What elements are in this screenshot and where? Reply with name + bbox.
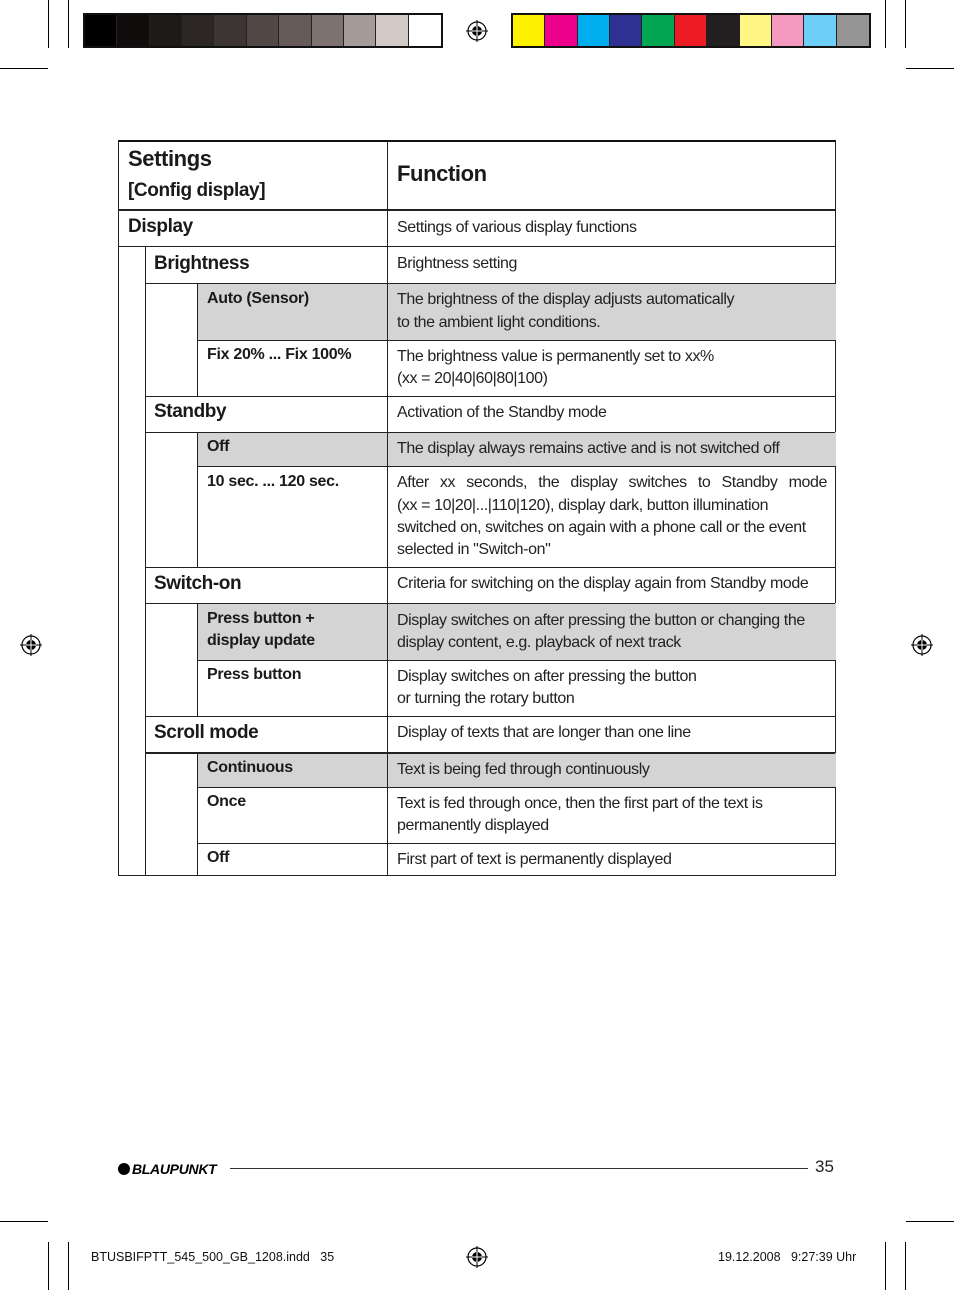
setting-standby-off: Off (207, 438, 230, 455)
function-standby-off: The display always remains active and is not switched off (397, 440, 780, 457)
function-press-button-line2: or turning the rotary button (397, 690, 575, 707)
registration-mark-icon (20, 634, 42, 656)
row-rule (119, 246, 835, 247)
crop-mark (885, 0, 886, 48)
color-swatch (837, 15, 869, 46)
crop-mark (885, 1242, 886, 1290)
row-rule (197, 843, 835, 844)
registration-mark-icon (466, 20, 488, 42)
function-standby-time-line4: selected in "Switch-on" (397, 541, 551, 558)
header-settings-title: Settings (128, 146, 212, 171)
function-fix-line1: The brightness value is permanently set to xx% (397, 348, 714, 365)
crop-mark (48, 0, 49, 48)
setting-scroll-off: Off (207, 849, 230, 866)
registration-mark-icon (911, 634, 933, 656)
setting-once: Once (207, 793, 246, 810)
gray-swatch (312, 15, 344, 46)
column-divider (387, 142, 388, 876)
crop-mark (905, 0, 906, 48)
indent-divider (197, 753, 198, 876)
color-swatch (740, 15, 772, 46)
grayscale-bar (83, 13, 443, 48)
color-swatch (804, 15, 836, 46)
brand-logo (118, 1161, 216, 1177)
row-rule (197, 466, 835, 467)
gray-swatch (85, 15, 117, 46)
function-press-update-line2: display content, e.g. playback of next track (397, 634, 681, 651)
setting-continuous: Continuous (207, 759, 293, 776)
crop-mark (0, 68, 48, 69)
row-rule (197, 660, 835, 661)
color-swatch (545, 15, 577, 46)
gray-swatch (279, 15, 311, 46)
setting-fix: Fix 20% ... Fix 100% (207, 346, 352, 363)
setting-standby-time: 10 sec. ... 120 sec. (207, 473, 339, 490)
row-rule (145, 283, 835, 284)
setting-display: Display (128, 216, 193, 237)
function-standby-time-line3: switched on, switches on again with a phone call or the event (397, 519, 806, 536)
crop-mark (68, 0, 69, 48)
gray-swatch (344, 15, 376, 46)
crop-mark (68, 1242, 69, 1290)
row-rule (145, 603, 835, 604)
row-rule (145, 432, 835, 433)
color-swatch (513, 15, 545, 46)
row-rule (145, 716, 835, 717)
row-rule (145, 567, 835, 568)
function-continuous: Text is being fed through continuously (397, 761, 650, 778)
color-swatch (772, 15, 804, 46)
function-standby-time-line1: After xx seconds, the display switches to Standby mode (397, 474, 827, 491)
registration-mark-icon (466, 1246, 488, 1268)
crop-mark (906, 68, 954, 69)
page-number: 35 (815, 1157, 834, 1176)
setting-scroll-mode: Scroll mode (154, 722, 259, 743)
header-rule (119, 209, 835, 211)
gray-swatch (247, 15, 279, 46)
setting-press-update-line2: display update (207, 632, 315, 649)
setting-switch-on: Switch-on (154, 573, 242, 594)
indent-divider (197, 432, 198, 567)
color-bar (511, 13, 871, 48)
function-fix-line2: (xx = 20|40|60|80|100) (397, 370, 548, 387)
function-display: Settings of various display functions (397, 219, 637, 236)
gray-swatch (150, 15, 182, 46)
color-swatch (707, 15, 739, 46)
function-brightness: Brightness setting (397, 255, 517, 272)
header-function-title: Function (397, 161, 487, 186)
setting-brightness: Brightness (154, 253, 250, 274)
function-scroll-off: First part of text is permanently displayed (397, 851, 672, 868)
row-rule (197, 787, 835, 788)
brand-name: BLAUPUNKT (132, 1161, 217, 1177)
setting-press-button: Press button (207, 666, 302, 683)
function-press-update-line1: Display switches on after pressing the button or changing the (397, 612, 805, 629)
brand-dot-icon (118, 1163, 130, 1175)
function-auto-sensor-line1: The brightness of the display adjusts automatically (397, 291, 735, 308)
color-swatch (610, 15, 642, 46)
crop-mark (906, 1221, 954, 1222)
row-rule (145, 396, 835, 397)
footer-rule (230, 1168, 808, 1169)
crop-mark (905, 1242, 906, 1290)
color-swatch (675, 15, 707, 46)
function-standby-time-line2: (xx = 10|20|...|110|120), display dark, button illumination (397, 497, 769, 514)
gray-swatch (376, 15, 408, 46)
function-press-button-line1: Display switches on after pressing the button (397, 668, 697, 685)
file-info: BTUSBIFPTT_545_500_GB_1208.indd 35 (91, 1250, 335, 1264)
color-swatch (578, 15, 610, 46)
crop-mark (48, 1242, 49, 1290)
function-scroll-mode: Display of texts that are longer than one line (397, 724, 691, 741)
gray-swatch (182, 15, 214, 46)
function-standby: Activation of the Standby mode (397, 404, 607, 421)
color-swatch (642, 15, 674, 46)
print-timestamp: 19.12.2008 9:27:39 Uhr (718, 1250, 857, 1264)
header-settings-subtitle: [Config display] (128, 180, 266, 201)
crop-mark (0, 1221, 48, 1222)
function-once-line1: Text is fed through once, then the first part of the text is (397, 795, 763, 812)
function-auto-sensor-line2: to the ambient light conditions. (397, 314, 601, 331)
setting-auto-sensor: Auto (Sensor) (207, 290, 309, 307)
indent-divider (145, 247, 146, 876)
function-switch-on: Criteria for switching on the display again from Standby mode (397, 575, 809, 592)
row-rule (145, 752, 835, 754)
gray-swatch (214, 15, 246, 46)
setting-press-update-line1: Press button + (207, 610, 315, 627)
gray-swatch (409, 15, 441, 46)
function-once-line2: permanently displayed (397, 817, 549, 834)
gray-swatch (117, 15, 149, 46)
setting-standby: Standby (154, 401, 227, 422)
settings-table (118, 140, 836, 876)
row-rule (197, 340, 835, 341)
